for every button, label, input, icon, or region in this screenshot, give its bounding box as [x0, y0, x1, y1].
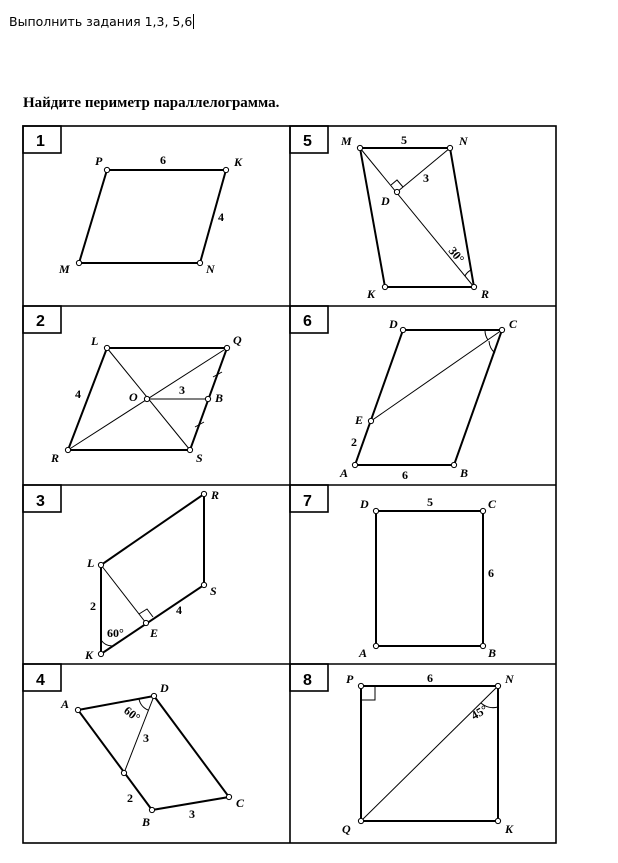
vertex-label: N [505, 672, 514, 686]
vertex-label: E [355, 413, 364, 427]
problem-number: 4 [36, 672, 45, 689]
vertex-label: S [196, 451, 203, 465]
side-value: 4 [75, 387, 81, 401]
side-value: 6 [160, 153, 166, 167]
problem-8 [303, 671, 515, 836]
problem-6 [303, 313, 518, 482]
side-value: 5 [401, 133, 407, 147]
vertex-label: B [460, 466, 469, 480]
vertex-label: P [346, 672, 354, 686]
vertex-label: B [215, 391, 224, 405]
angle-mark [101, 640, 113, 646]
vertex-label: A [340, 466, 349, 480]
vertex-label: Q [342, 822, 351, 836]
side-value: 2 [90, 599, 96, 613]
problem-3 [36, 488, 219, 662]
vertex-label: E [150, 626, 159, 640]
problem-4 [36, 672, 245, 829]
vertex-label: M [341, 134, 352, 148]
problem-number: 2 [36, 313, 45, 330]
side-value: 4 [218, 210, 224, 224]
instruction-label: Выполнить задания 1,3, 5,6 [9, 14, 193, 29]
vertex-label: K [505, 822, 514, 836]
vertex-label: A [61, 697, 70, 711]
vertex-label: C [236, 796, 245, 810]
worksheet-heading: Найдите периметр параллелограмма. [23, 95, 280, 111]
angle-mark [485, 330, 488, 340]
vertex-label: R [481, 287, 490, 301]
vertex-label: C [488, 497, 497, 511]
angle-mark [465, 270, 471, 276]
vertex-label: L [91, 334, 99, 348]
segment-value: 3 [423, 171, 429, 185]
segment-value: 3 [179, 383, 185, 397]
vertex-label: K [234, 155, 243, 169]
right-angle-mark [391, 180, 403, 187]
vertex-label: D [389, 317, 398, 331]
side-value: 6 [427, 671, 433, 685]
vertex-label: L [87, 556, 95, 570]
vertex-label: A [359, 646, 368, 660]
perpendicular [397, 148, 450, 192]
vertex-label: B [488, 646, 497, 660]
vertex-label: C [509, 317, 518, 331]
angle-value: 60° [121, 703, 144, 725]
vertex-label: M [59, 262, 70, 276]
vertex-label: D [381, 194, 390, 208]
angle-value: 45° [468, 702, 491, 723]
vertex-label: D [160, 681, 169, 695]
vertex-label: O [129, 390, 138, 404]
vertex-label: B [142, 815, 151, 829]
problem-number: 6 [303, 313, 312, 330]
segment-value: 2 [351, 435, 357, 449]
parallelogram [79, 170, 226, 263]
side-value: 5 [427, 495, 433, 509]
angle-value: 60° [107, 626, 124, 640]
problem-number: 1 [36, 133, 45, 150]
side-value: 6 [488, 566, 494, 580]
vertex-label: K [367, 287, 376, 301]
segment-value: 3 [143, 731, 149, 745]
vertex-label: N [459, 134, 468, 148]
segment-value: 2 [127, 791, 133, 805]
segment-ce [371, 330, 502, 421]
right-angle-mark [139, 609, 153, 617]
problem-number: 5 [303, 133, 312, 150]
problem-number: 7 [303, 493, 312, 510]
vertex-label: D [360, 497, 369, 511]
parallelogram [78, 696, 229, 810]
vertex-label: N [206, 262, 215, 276]
angle-value: 30° [445, 243, 468, 266]
problem-number: 8 [303, 672, 312, 689]
problem-5 [303, 133, 489, 301]
side-value: 4 [176, 603, 182, 617]
vertex-label: R [211, 488, 220, 502]
side-value: 6 [402, 468, 408, 482]
side-value: 3 [189, 807, 195, 821]
problem-number: 3 [36, 493, 45, 510]
parallelogram [355, 330, 502, 465]
vertex-label: Q [233, 333, 242, 347]
angle-mark [139, 699, 148, 710]
vertex-label: R [51, 451, 60, 465]
problem-2 [36, 313, 242, 465]
problem-1 [36, 133, 243, 276]
vertex-label: P [95, 154, 103, 168]
diagonal [360, 148, 474, 287]
rectangle [376, 511, 483, 646]
vertex-label: S [210, 584, 217, 598]
vertex-label: K [85, 648, 94, 662]
problem-7 [303, 493, 497, 660]
